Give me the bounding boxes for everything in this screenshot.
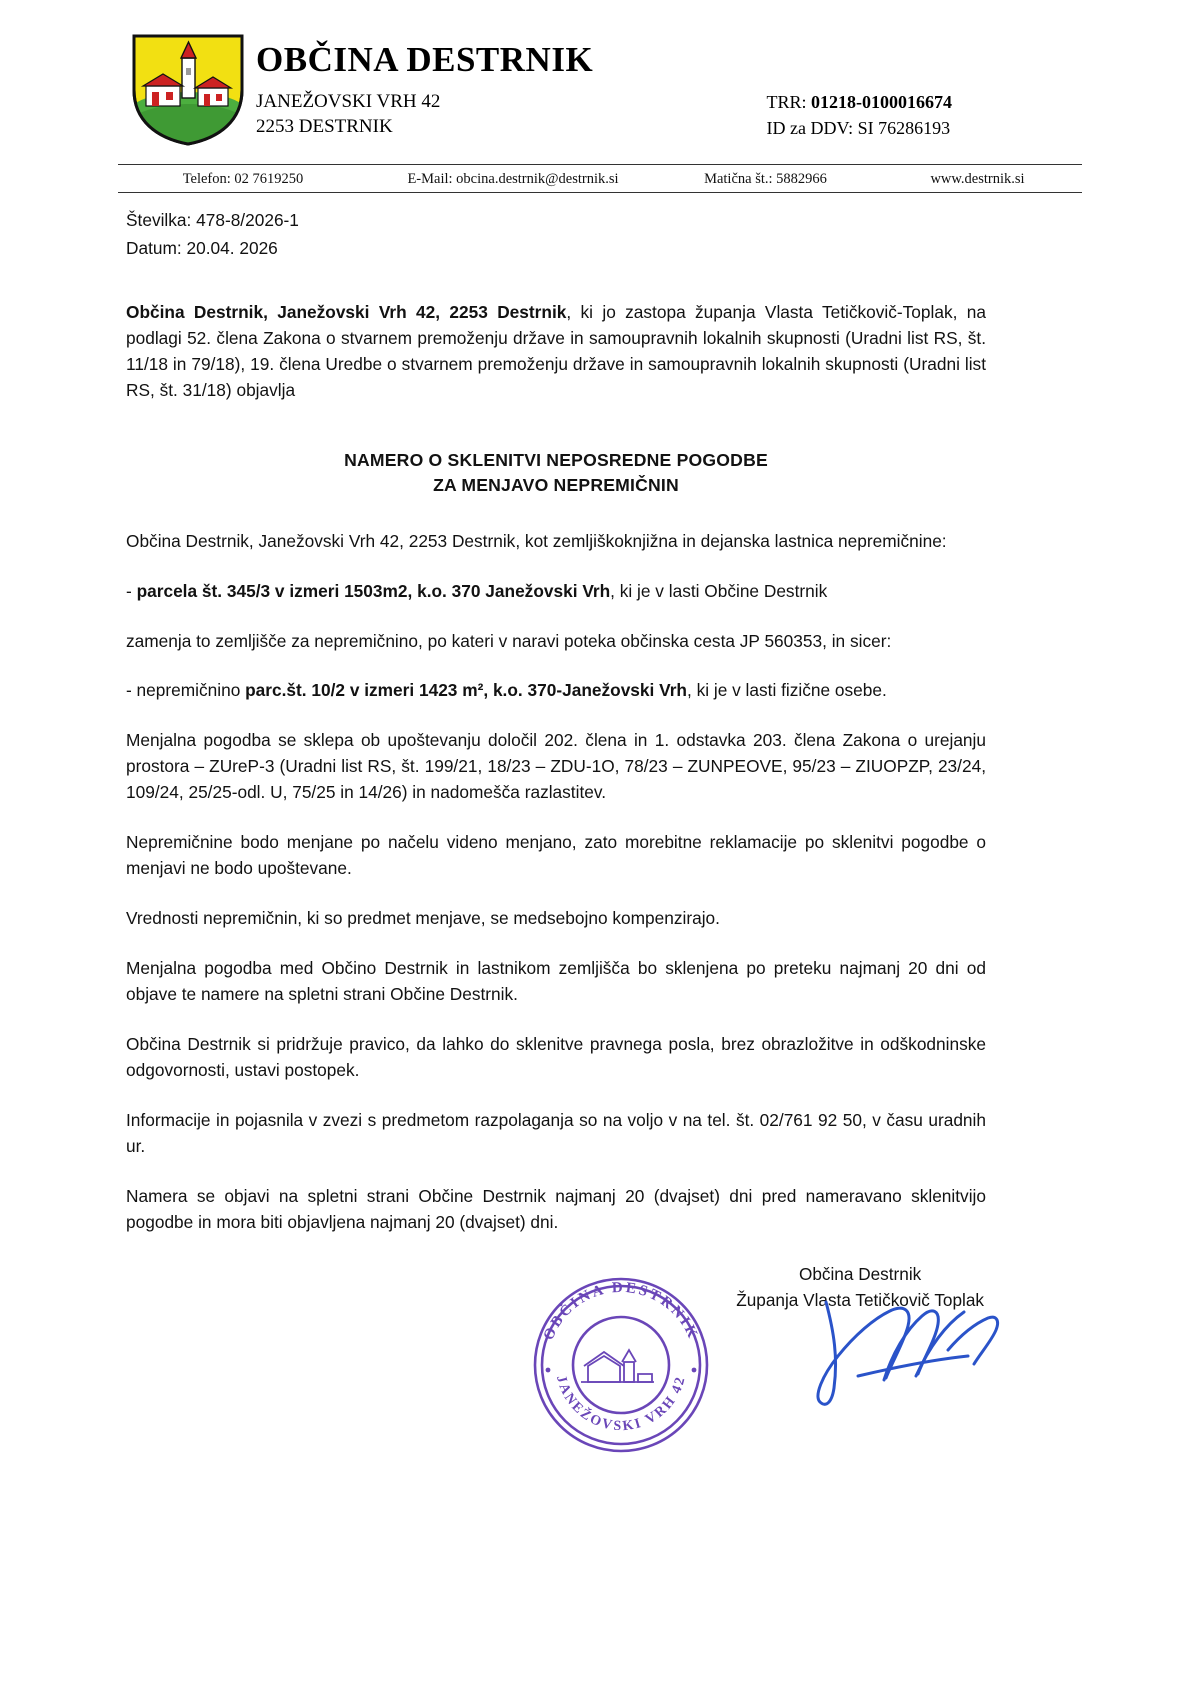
vat-label: ID za DDV:	[766, 117, 854, 138]
paragraph-owner: Občina Destrnik, Janežovski Vrh 42, 2253 Destrnik, kot zemljiškoknjižna in dejanska lastnica nepremičnine:	[126, 530, 947, 551]
letterhead	[128, 30, 1072, 148]
bullet-dash: -	[126, 580, 137, 601]
intro-paragraph	[126, 300, 986, 404]
document-number: Številka: 478-8/2026-1	[126, 210, 299, 230]
document-headline	[126, 448, 986, 499]
contact-website[interactable]: www.destrnik.si	[930, 170, 1025, 187]
signature-zone	[126, 1262, 1070, 1482]
document-date: Datum: 20.04. 2026	[126, 237, 278, 258]
contact-email[interactable]: E-Mail: obcina.destrnik@destrnik.si	[407, 170, 619, 187]
svg-text:OBČINA DESTRNIK	[541, 1280, 701, 1343]
paragraph-parcel-municipal	[126, 579, 986, 605]
contact-registration: Matična št.: 5882966	[704, 170, 827, 187]
signatory-block	[736, 1262, 984, 1314]
paragraph-exchange: zamenja to zemljišče za nepremičnino, po kateri v naravi poteka občinska cesta JP 560353, in sicer:	[126, 630, 892, 651]
document-body	[126, 208, 986, 1252]
paragraph-conclusion-term: Menjalna pogodba med Občino Destrnik in lastnikom zemljišča bo sklenjena po preteku najmanj 20 dni od objave te namere na spletni strani Občine Destrnik.	[126, 958, 986, 1004]
paragraph-values: Vrednosti nepremičnin, ki so predmet menjave, se medsebojno kompenzirajo.	[126, 908, 720, 929]
intro-rest: , ki jo zastopa županja Vlasta Tetičkovič-Toplak, na podlagi 52. člena Zakona o stvarnem premoženju države in samoupravnih lokalnih skupnosti (Uradni list RS, št. 11/18 in 79/18), 19. člena Uredbe o stvarnem premoženju države in samoupravnih lokalnih skupnosti (Uradni list RS, št. 31/18) objavlja	[126, 301, 986, 400]
stamp-top-text: OBČINA DESTRNIK	[540, 1279, 702, 1343]
official-stamp	[526, 1270, 716, 1460]
parcel-private-rest: , ki je v lasti fizične osebe.	[686, 680, 887, 701]
address-line-1: JANEŽOVSKI VRH 42	[256, 90, 441, 112]
signatory-organisation: Občina Destrnik	[798, 1264, 922, 1284]
fiscal-details	[766, 89, 1072, 141]
intro-bold: Občina Destrnik, Janežovski Vrh 42, 2253 Destrnik	[126, 301, 567, 322]
vat-value: SI 76286193	[857, 117, 951, 138]
parcel-municipal-bold: parcela št. 345/3 v izmeri 1503m2, k.o. 370 Janežovski Vrh	[136, 580, 611, 601]
parcel-private-bold: parc.št. 10/2 v izmeri 1423 m², k.o. 370-Janežovski Vrh	[245, 680, 687, 701]
signatory-name: Županja Vlasta Tetičkovič Toplak	[736, 1289, 984, 1310]
trr-value: 01218-0100016674	[811, 91, 952, 112]
header-divider-bottom	[118, 192, 1082, 193]
headline-line-2: ZA MENJAVO NEPREMIČNIN	[433, 475, 679, 496]
trr-label: TRR:	[766, 91, 807, 112]
parcel-municipal-rest: , ki je v lasti Občine Destrnik	[610, 580, 828, 601]
paragraph-parcel-private	[126, 678, 986, 704]
municipality-title: OBČINA DESTRNIK	[256, 40, 594, 79]
headline-line-1: NAMERO O SKLENITVI NEPOSREDNE POGODBE	[344, 449, 768, 470]
paragraph-publication: Namera se objavi na spletni strani Občine Destrnik najmanj 20 (dvajset) dni pred nameravano sklenitvijo pogodbe in mora biti objavljena najmanj 20 (dvajset) dni.	[126, 1185, 986, 1232]
svg-text:JANEŽOVSKI VRH 42	[553, 1374, 689, 1434]
paragraph-as-seen: Nepremičnine bodo menjane po načelu videno menjano, zato morebitne reklamacije po sklenitvi pogodbe o menjavi ne bodo upoštevane.	[126, 832, 986, 879]
coat-of-arms-icon	[128, 30, 248, 148]
paragraph-legal-basis: Menjalna pogodba se sklepa ob upoštevanju določil 202. člena in 1. odstavka 203. člena Zakona o urejanju prostora – ZUreP-3 (Uradni list RS, št. 199/21, 18/23 – ZDU-1O, 78/23 – ZUNPEOVE, 95/23 – ZIUOPZP, 23/24, 109/24, 25/25-odl. U, 75/25 in 14/26) in nadomešča razlastitev.	[126, 730, 986, 803]
stamp-bottom-text: JANEŽOVSKI VRH 42	[553, 1373, 689, 1435]
municipality-address	[256, 89, 440, 141]
contact-strip	[118, 166, 1082, 192]
paragraph-information: Informacije in pojasnila v zvezi s predmetom razpolaganja so na voljo v na tel. št. 02/761 92 50, v času uradnih ur.	[126, 1109, 986, 1156]
paragraph-withdrawal: Občina Destrnik si pridržuje pravico, da lahko do sklenitve pravnega posla, brez obrazložitve in odškodninske odgovornosti, ustavi postopek.	[126, 1033, 986, 1080]
address-line-2: 2253 DESTRNIK	[256, 116, 393, 138]
contact-phone: Telefon: 02 7619250	[182, 170, 304, 187]
header-divider-top	[118, 164, 1082, 165]
vat-line	[766, 115, 952, 141]
trr-line	[766, 89, 952, 115]
parcel-private-prefix: - nepremičnino	[126, 680, 246, 701]
